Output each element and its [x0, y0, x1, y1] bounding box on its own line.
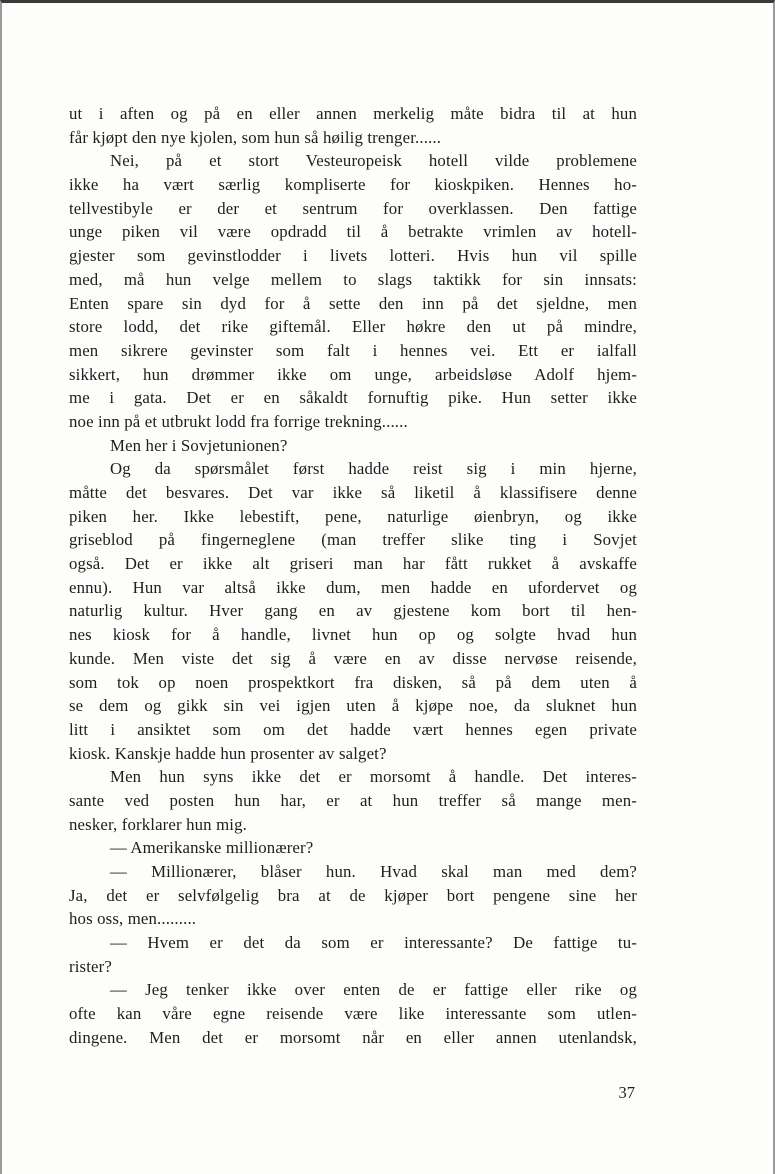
text-line: Men hun syns ikke det er morsomt å handle. Det interes-: [110, 767, 637, 787]
text-line: se dem og gikk sin vei igjen uten å kjøpe noe, da sluknet hun: [69, 696, 637, 716]
text-line: ennu). Hun var altså ikke dum, men hadde en ufordervet og: [69, 577, 637, 597]
text-line: ofte kan våre egne reisende være like interessante som utlen-: [69, 1004, 637, 1024]
body-text: [69, 102, 637, 1050]
text-line: ikke ha vært særlig kompliserte for kioskpiken. Hennes ho-: [69, 175, 637, 195]
text-line: griseblod på fingerneglene (man treffer slike ting i Sovjet: [69, 530, 637, 550]
text-line: gjester som gevinstlodder i livets lotteri. Hvis hun vil spille: [69, 246, 637, 266]
text-line: Ja, det er selvfølgelig bra at de kjøper bort pengene sine her: [69, 885, 637, 905]
text-line: me i gata. Det er en såkaldt fornuftig pike. Hun setter ikke: [69, 388, 637, 408]
text-line: men sikrere gevinster som falt i hennes vei. Ett er ialfall: [69, 340, 637, 360]
text-line: hos oss, men.........: [69, 909, 197, 929]
text-line: sikkert, hun drømmer ikke om unge, arbeidsløse Adolf hjem-: [69, 364, 637, 384]
text-line: får kjøpt den nye kjolen, som hun så høilig trenger......: [69, 127, 442, 147]
text-line: nesker, forklarer hun mig.: [69, 814, 247, 834]
text-line: unge piken vil være opdradd til å betrakte vrimlen av hotell-: [69, 222, 637, 242]
text-line: Nei, på et stort Vesteuropeisk hotell vilde problemene: [110, 151, 637, 171]
text-line: nes kiosk for å handle, livnet hun op og solgte hvad hun: [69, 625, 637, 645]
text-line: store lodd, det rike giftemål. Eller høkre den ut på mindre,: [69, 317, 637, 337]
text-line: rister?: [69, 956, 112, 976]
text-line: sante ved posten hun har, er at hun treffer så mange men-: [69, 790, 637, 810]
text-line: naturlig kultur. Hver gang en av gjestene kom bort til hen-: [69, 601, 637, 621]
text-line: også. Det er ikke alt griseri man har fått rukket å avskaffe: [69, 554, 637, 574]
text-line: piken her. Ikke lebestift, pene, naturlige øienbryn, og ikke: [69, 506, 637, 526]
text-line: kunde. Men viste det sig å være en av disse nervøse reisende,: [69, 648, 637, 668]
page-number: 37: [618, 1083, 635, 1102]
text-line: Men her i Sovjetunionen?: [110, 435, 288, 455]
text-line: Enten spare sin dyd for å sette den inn på det sjeldne, men: [69, 293, 637, 313]
text-line: tellvestibyle er der et sentrum for overklassen. Den fattige: [69, 198, 637, 218]
text-line: kiosk. Kanskje hadde hun prosenter av salget?: [69, 743, 387, 763]
text-line: litt i ansiktet som om det hadde vært hennes egen private: [69, 719, 637, 739]
text-line: — Jeg tenker ikke over enten de er fattige eller rike og: [110, 980, 637, 1000]
text-line: — Millionærer, blåser hun. Hvad skal man med dem?: [110, 862, 637, 881]
text-line: måtte det besvares. Det var ikke så liketil å klassifisere denne: [69, 483, 637, 502]
text-line: Og da spørsmålet først hadde reist sig i min hjerne,: [110, 459, 637, 479]
text-line: som tok op noen prospektkort fra disken, så på dem uten å: [69, 672, 637, 692]
text-line: — Hvem er det da som er interessante? De fattige tu-: [110, 933, 637, 953]
text-line: med, må hun velge mellem to slags taktikk for sin innsats:: [69, 269, 637, 289]
text-line: ut i aften og på en eller annen merkelig måte bidra til at hun: [69, 104, 637, 123]
text-line: — Amerikanske millionærer?: [110, 838, 314, 858]
text-line: noe inn på et utbrukt lodd fra forrige trekning......: [69, 411, 408, 431]
text-line: dingene. Men det er morsomt når en eller annen utenlandsk,: [69, 1027, 637, 1047]
